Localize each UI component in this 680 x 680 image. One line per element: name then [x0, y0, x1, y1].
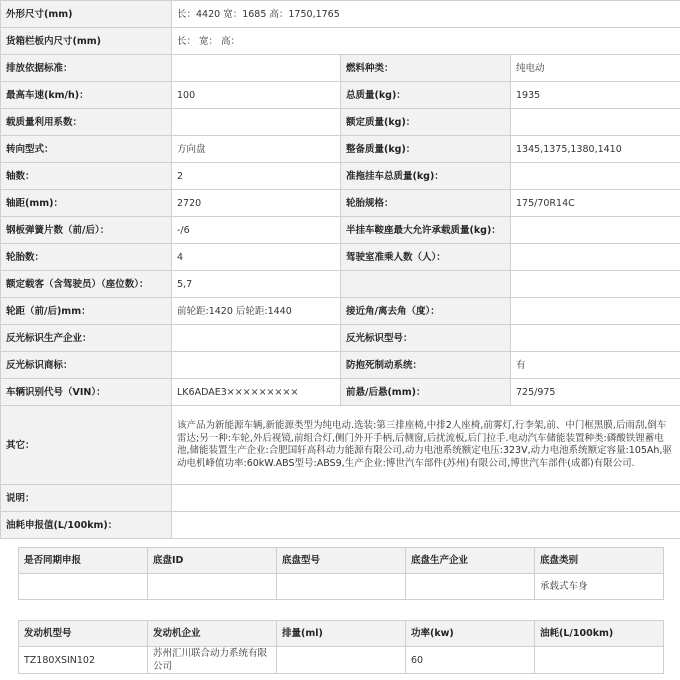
spec-value: 2	[172, 163, 341, 190]
spec-label: 驾驶室准乘人数（人）：	[341, 244, 511, 271]
spec-label: 其它：	[1, 406, 172, 485]
spec-value	[172, 352, 341, 379]
spec-row-dimensions	[1, 1, 680, 28]
spec-row-fuel	[1, 512, 680, 539]
spec-label: 防抱死制动系统：	[341, 352, 511, 379]
spec-row	[1, 244, 680, 271]
spec-label	[341, 271, 511, 298]
column-header: 功率(kw)	[406, 621, 535, 647]
chassis-table	[18, 547, 664, 600]
spec-value	[511, 109, 680, 136]
column-header: 底盘生产企业	[406, 548, 535, 574]
spec-label: 车辆识别代号（VIN）：	[1, 379, 172, 406]
spec-value: LK6ADAE3×××××××××	[172, 379, 341, 406]
spec-row	[1, 109, 680, 136]
spec-row	[1, 352, 680, 379]
column-header: 底盘类别	[535, 548, 664, 574]
spec-label: 油耗申报值(L/100km)：	[1, 512, 172, 539]
engine-table	[18, 620, 664, 674]
table-cell: TZ180XSIN102	[19, 647, 148, 674]
spec-value	[172, 325, 341, 352]
column-header: 底盘ID	[148, 548, 277, 574]
table-cell	[148, 574, 277, 600]
spec-row	[1, 82, 680, 109]
spec-value	[172, 512, 680, 539]
spec-value: -/6	[172, 217, 341, 244]
table-header-row	[19, 621, 664, 647]
spec-value: 5,7	[172, 271, 341, 298]
spec-label: 前悬/后悬(mm)：	[341, 379, 511, 406]
spec-row	[1, 190, 680, 217]
table-cell: 承载式车身	[535, 574, 664, 600]
table-row	[19, 574, 664, 600]
spec-label: 反光标识商标：	[1, 352, 172, 379]
table-cell	[277, 647, 406, 674]
spec-row	[1, 325, 680, 352]
spec-value	[172, 55, 341, 82]
spec-row	[1, 298, 680, 325]
spec-label: 最高车速(km/h)：	[1, 82, 172, 109]
spec-label: 轮胎数：	[1, 244, 172, 271]
spec-value	[172, 109, 341, 136]
column-header: 油耗(L/100km)	[535, 621, 664, 647]
spec-label: 轮胎规格：	[341, 190, 511, 217]
spec-label: 轴数：	[1, 163, 172, 190]
spec-value	[511, 298, 680, 325]
spec-label: 货箱栏板内尺寸(mm)	[1, 28, 172, 55]
column-header: 底盘型号	[277, 548, 406, 574]
spec-row	[1, 271, 680, 298]
spec-label: 说明：	[1, 485, 172, 512]
spec-label: 整备质量(kg)：	[341, 136, 511, 163]
spec-row-notes	[1, 485, 680, 512]
spec-label: 轮距（前/后)mm：	[1, 298, 172, 325]
spec-value: 725/975	[511, 379, 680, 406]
spec-label: 反光标识生产企业：	[1, 325, 172, 352]
table-cell	[406, 574, 535, 600]
table-header-row	[19, 548, 664, 574]
spec-label: 准拖挂车总质量(kg)：	[341, 163, 511, 190]
column-header: 发动机型号	[19, 621, 148, 647]
spec-label: 转向型式：	[1, 136, 172, 163]
spec-value	[511, 217, 680, 244]
spec-value-other: 该产品为新能源车辆,新能源类型为纯电动.选装:第三排座椅,中排2人座椅,前雾灯,行李架,前、中门框黑膜,后雨刮,倒车雷达;另一种:车轮,外后视镜,前组合灯,侧门外开手柄,后侧窗,后扰流板,后门拉手.电动汽车储能装置种类:磷酸铁锂蓄电池,储能装置生产企业:合肥国轩高科动力能源有限公司,动力电池系统额定电压:323V,动力电池系统额定容量:105Ah,驱动电机峰值功率:60kW.ABS型号:ABS9,生产企业:博世汽车部件(苏州)有限公司,博世汽车部件(成都)有限公司.	[172, 406, 680, 485]
spec-label: 接近角/离去角（度）：	[341, 298, 511, 325]
spec-label: 反光标识型号：	[341, 325, 511, 352]
spec-label: 半挂车鞍座最大允许承载质量(kg)：	[341, 217, 511, 244]
spec-value: 175/70R14C	[511, 190, 680, 217]
spec-value	[511, 244, 680, 271]
table-cell	[535, 647, 664, 674]
spec-row-cargo-box	[1, 28, 680, 55]
spec-value: 1345,1375,1380,1410	[511, 136, 680, 163]
spec-label: 额定质量(kg)：	[341, 109, 511, 136]
table-row	[19, 647, 664, 674]
table-cell	[277, 574, 406, 600]
spec-label: 额定载客（含驾驶员）（座位数）：	[1, 271, 172, 298]
spec-value: 4	[172, 244, 341, 271]
spec-value	[172, 485, 680, 512]
spec-value: 方向盘	[172, 136, 341, 163]
spec-row	[1, 163, 680, 190]
spec-row	[1, 55, 680, 82]
table-cell	[19, 574, 148, 600]
spec-value: 100	[172, 82, 341, 109]
spec-value: 长：4420 宽：1685 高：1750,1765	[172, 1, 680, 28]
spec-value: 纯电动	[511, 55, 680, 82]
table-cell: 60	[406, 647, 535, 674]
spec-label: 排放依据标准：	[1, 55, 172, 82]
column-header: 是否同期申报	[19, 548, 148, 574]
spec-row	[1, 217, 680, 244]
spec-label: 燃料种类：	[341, 55, 511, 82]
spec-label: 钢板弹簧片数（前/后）：	[1, 217, 172, 244]
column-header: 发动机企业	[148, 621, 277, 647]
column-header: 排量(ml)	[277, 621, 406, 647]
spec-label: 轴距(mm)：	[1, 190, 172, 217]
spec-value	[511, 163, 680, 190]
spec-label: 总质量(kg)：	[341, 82, 511, 109]
spec-value	[511, 325, 680, 352]
spec-value: 前轮距:1420 后轮距:1440	[172, 298, 341, 325]
spec-value	[511, 271, 680, 298]
spec-label: 外形尺寸(mm)	[1, 1, 172, 28]
table-cell: 苏州汇川联合动力系统有限公司	[148, 647, 277, 674]
spec-row	[1, 136, 680, 163]
spec-label: 载质量利用系数：	[1, 109, 172, 136]
spec-row-other	[1, 406, 680, 485]
spec-value: 有	[511, 352, 680, 379]
spec-value: 2720	[172, 190, 341, 217]
spec-value: 1935	[511, 82, 680, 109]
spec-value: 长： 宽： 高：	[172, 28, 680, 55]
spec-row	[1, 379, 680, 406]
